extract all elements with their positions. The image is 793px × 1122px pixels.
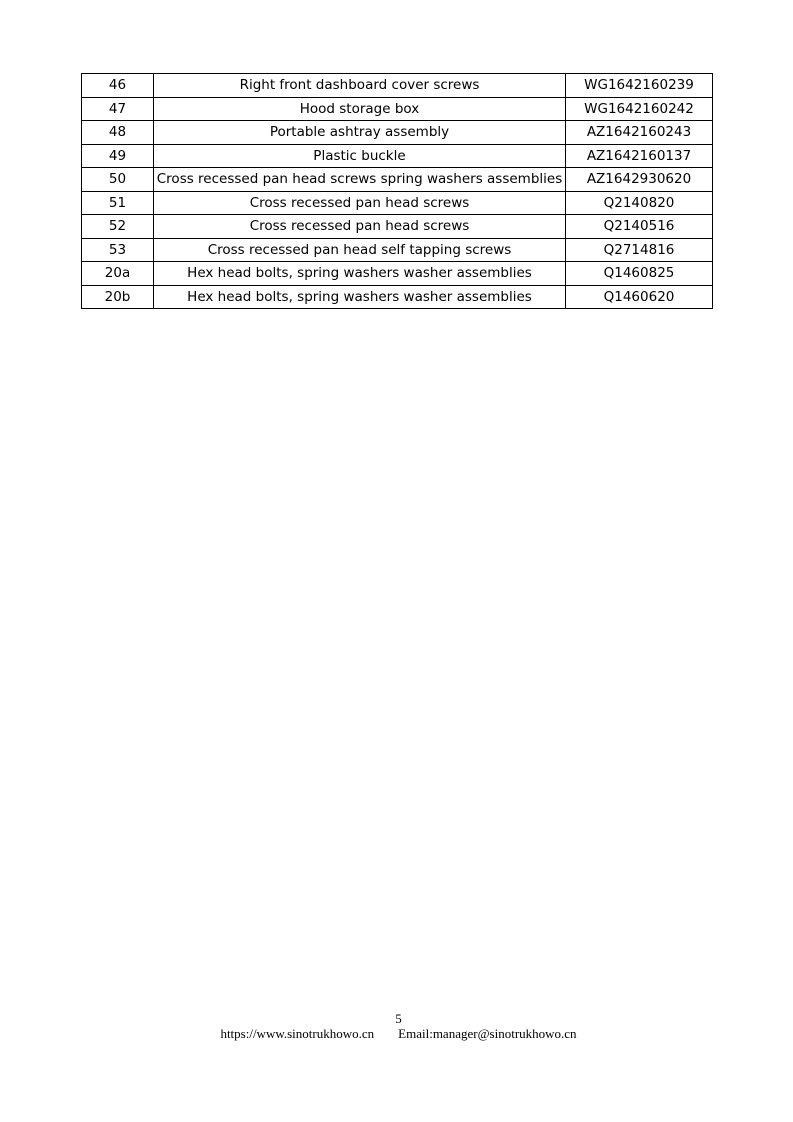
part-code-cell: Q2714816 <box>566 238 713 262</box>
table-row <box>82 285 713 309</box>
part-name-cell: Cross recessed pan head screws spring washers assemblies <box>154 168 566 192</box>
part-code-cell: AZ1642930620 <box>566 168 713 192</box>
website-link[interactable]: https://www.sinotrukhowo.cn <box>220 1026 375 1041</box>
item-number-cell: 20a <box>82 262 154 286</box>
footer-contact <box>0 1026 793 1042</box>
table-row <box>82 168 713 192</box>
email-link[interactable]: Email:manager@sinotrukhowo.cn <box>398 1026 577 1041</box>
table-row <box>82 74 713 98</box>
part-code-cell: Q2140820 <box>566 191 713 215</box>
item-number-cell: 47 <box>82 97 154 121</box>
part-code-cell: WG1642160239 <box>566 74 713 98</box>
part-code-cell: Q1460825 <box>566 262 713 286</box>
part-code-cell: AZ1642160243 <box>566 121 713 145</box>
item-number-cell: 51 <box>82 191 154 215</box>
table-row <box>82 262 713 286</box>
table-row <box>82 191 713 215</box>
table-row <box>82 215 713 239</box>
page-number: 5 <box>395 1011 402 1026</box>
part-code-cell: Q2140516 <box>566 215 713 239</box>
part-name-cell: Cross recessed pan head self tapping screws <box>154 238 566 262</box>
item-number-cell: 49 <box>82 144 154 168</box>
part-name-cell: Right front dashboard cover screws <box>154 74 566 98</box>
parts-table <box>81 73 713 309</box>
item-number-cell: 52 <box>82 215 154 239</box>
table-row <box>82 238 713 262</box>
item-number-cell: 53 <box>82 238 154 262</box>
part-name-cell: Hex head bolts, spring washers washer assemblies <box>154 285 566 309</box>
item-number-cell: 50 <box>82 168 154 192</box>
part-name-cell: Hex head bolts, spring washers washer assemblies <box>154 262 566 286</box>
part-code-cell: Q1460620 <box>566 285 713 309</box>
item-number-cell: 48 <box>82 121 154 145</box>
part-name-cell: Portable ashtray assembly <box>154 121 566 145</box>
part-name-cell: Cross recessed pan head screws <box>154 215 566 239</box>
table-row <box>82 97 713 121</box>
part-code-cell: WG1642160242 <box>566 97 713 121</box>
part-name-cell: Plastic buckle <box>154 144 566 168</box>
part-code-cell: AZ1642160137 <box>566 144 713 168</box>
item-number-cell: 46 <box>82 74 154 98</box>
part-name-cell: Cross recessed pan head screws <box>154 191 566 215</box>
table-row <box>82 144 713 168</box>
item-number-cell: 20b <box>82 285 154 309</box>
part-name-cell: Hood storage box <box>154 97 566 121</box>
table-row <box>82 121 713 145</box>
